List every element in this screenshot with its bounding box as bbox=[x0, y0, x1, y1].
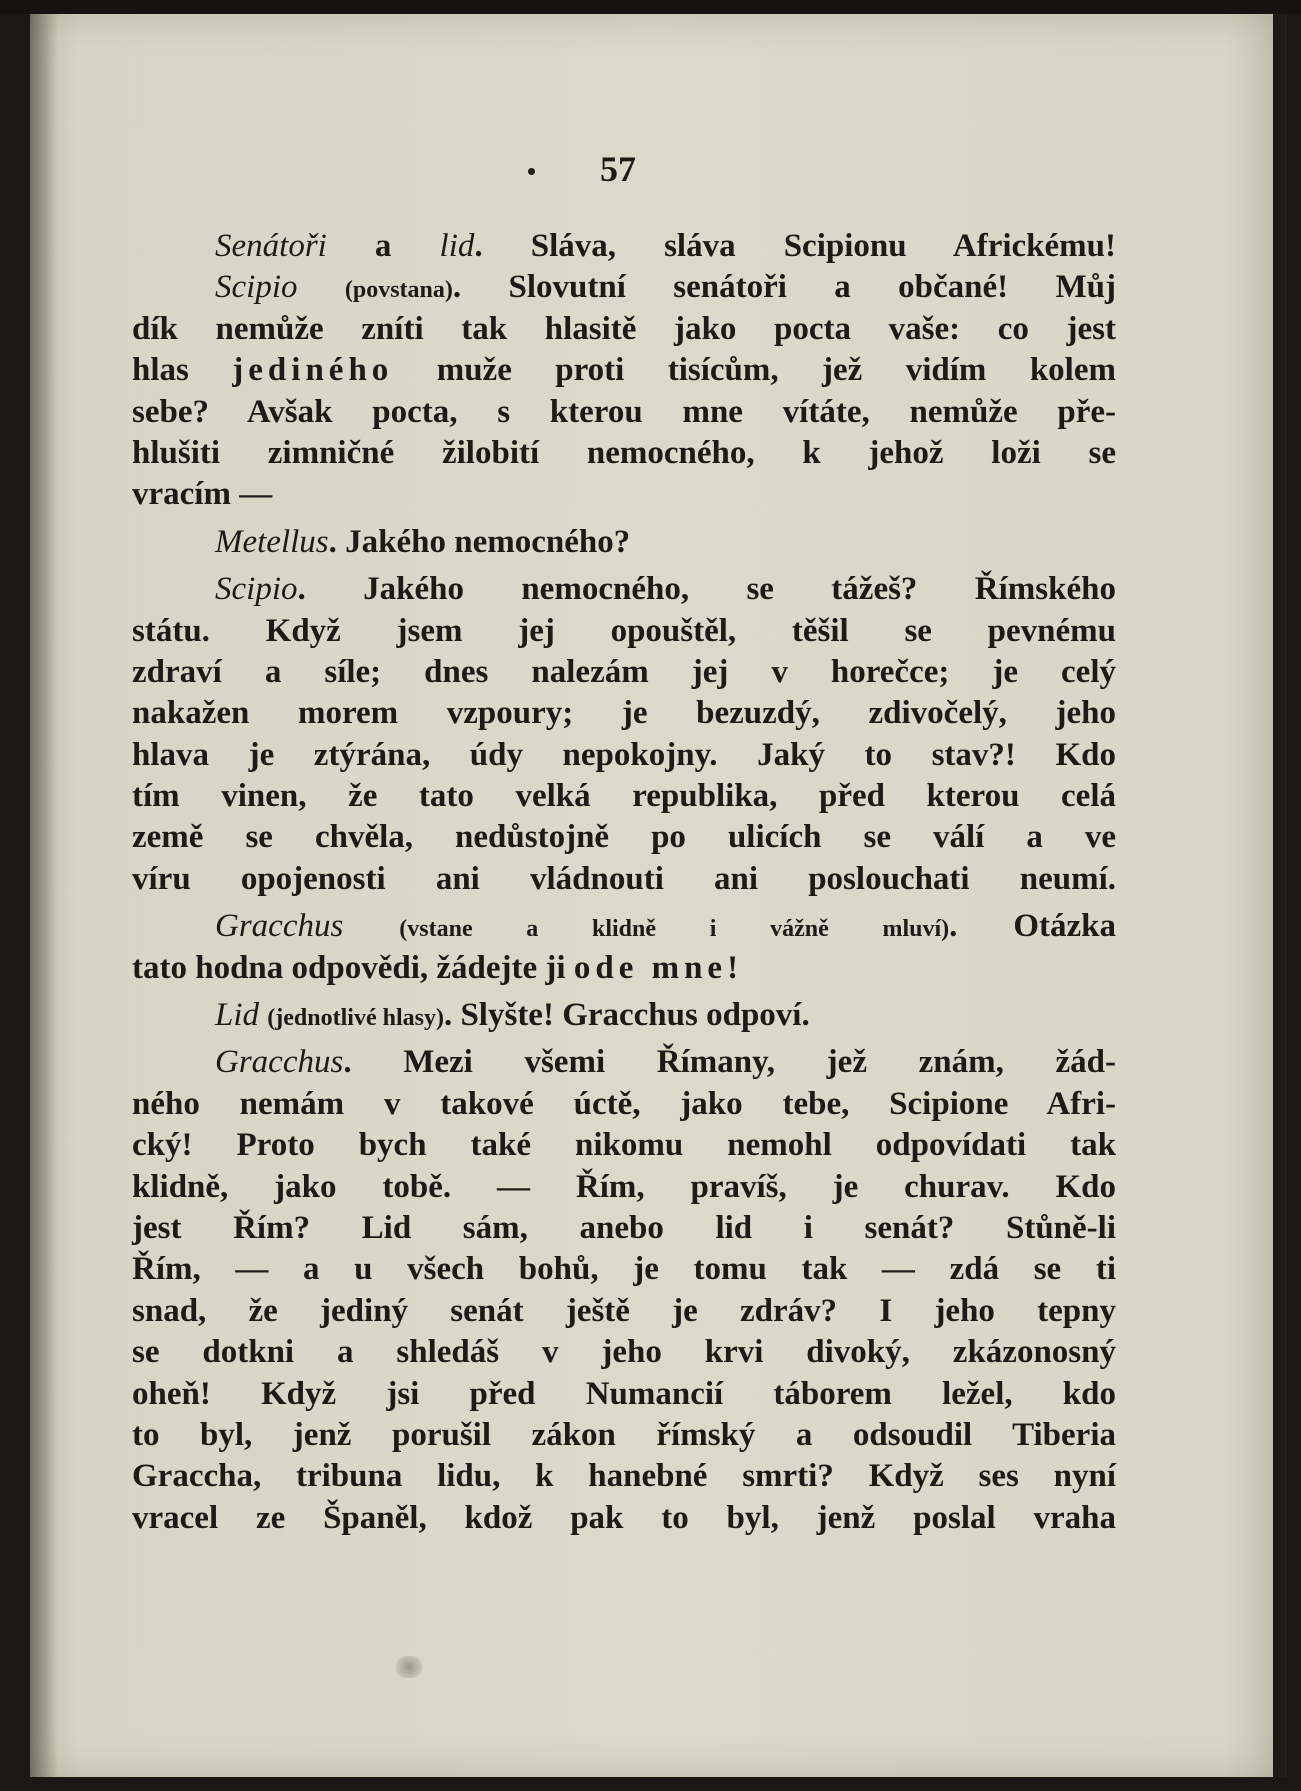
text-run: klidně, jako tobě. — Řím, pravíš, je churav. Kdo bbox=[132, 1168, 1116, 1205]
text-run: . Sláva, sláva Scipionu Africkému! bbox=[474, 228, 1116, 264]
text-run: hlušiti zimničné žilobití nemocného, k jehož loži se bbox=[132, 434, 1116, 471]
text-line bbox=[132, 1208, 1116, 1249]
text-run: jest Řím? Lid sám, anebo lid i senát? Stůně-li bbox=[132, 1209, 1116, 1246]
text-line bbox=[132, 522, 1116, 563]
text-run: ného nemám v takové úctě, jako tebe, Scipione Afri- bbox=[132, 1085, 1116, 1122]
speaker-name: Metellus bbox=[215, 523, 329, 560]
text-line bbox=[132, 1415, 1116, 1456]
text-run: . Otázka bbox=[949, 908, 1116, 945]
stage-direction: (vstane a klidně i vážně mluví) bbox=[399, 916, 950, 943]
spaced-emphasis: jediného bbox=[232, 352, 394, 389]
text-run: nakažen morem vzpoury; je bezuzdý, zdivočelý, jeho bbox=[132, 695, 1116, 732]
text-run: zdraví a síle; dnes nalezám jej v horečce; je celý bbox=[132, 653, 1116, 690]
text-run: muže proti tisícům, jež vidím kolem bbox=[393, 352, 1116, 389]
text-run: . Jakého nemocného, se tážeš? Římského bbox=[297, 571, 1116, 608]
text-run: cký! Proto bych také nikomu nemohl odpovídati tak bbox=[132, 1127, 1116, 1164]
text-line bbox=[132, 906, 1116, 947]
text-line bbox=[132, 1084, 1116, 1125]
text-line bbox=[132, 995, 1116, 1036]
text-run: tato hodna odpovědi, žádejte ji bbox=[132, 949, 574, 986]
text-run: dík nemůže zníti tak hlasitě jako pocta vaše: co jest bbox=[132, 310, 1116, 347]
text-run: to byl, jenž porušil zákon římský a odsoudil Tiberia bbox=[132, 1416, 1116, 1453]
text-run: Řím, — a u všech bohů, je tomu tak — zdá se ti bbox=[132, 1251, 1116, 1288]
text-line bbox=[132, 1042, 1116, 1083]
text-line bbox=[132, 1374, 1116, 1415]
text-run: . Slyšte! Gracchus odpoví. bbox=[443, 997, 810, 1034]
speaker-name: Scipio bbox=[215, 571, 298, 608]
text-line bbox=[132, 859, 1116, 900]
text-run: a bbox=[326, 228, 440, 264]
text-line bbox=[132, 474, 1116, 515]
text-run: se dotkni a shledáš v jeho krvi divoký, zkázonosný bbox=[132, 1334, 1116, 1371]
ink-smudge bbox=[396, 1656, 422, 1678]
text-run: ! bbox=[727, 949, 739, 986]
text-line bbox=[132, 735, 1116, 776]
text-run bbox=[343, 908, 399, 944]
text-run: hlas bbox=[132, 352, 233, 389]
text-run: vracím — bbox=[132, 476, 273, 513]
text-line bbox=[132, 776, 1116, 817]
page-number: 57 bbox=[600, 149, 636, 189]
speaker-name: Lid bbox=[215, 997, 260, 1034]
text-line bbox=[132, 1291, 1116, 1332]
text-line bbox=[132, 569, 1116, 610]
text-run: země se chvěla, nedůstojně po ulicích se válí a ve bbox=[132, 819, 1116, 856]
text-run: snad, že jediný senát ještě je zdráv? I jeho tepny bbox=[132, 1292, 1116, 1329]
text-line bbox=[132, 392, 1116, 433]
text-line bbox=[132, 309, 1116, 350]
text-line bbox=[132, 817, 1116, 858]
speaker-name: Gracchus bbox=[215, 908, 344, 945]
speaker-name: Gracchus bbox=[215, 1044, 344, 1081]
text-line bbox=[132, 1332, 1116, 1373]
text-line bbox=[132, 1249, 1116, 1290]
text-line bbox=[132, 652, 1116, 693]
text-run: Graccha, tribuna lidu, k hanebné smrti? Když ses nyní bbox=[132, 1458, 1116, 1495]
text-line bbox=[132, 1456, 1116, 1497]
text-run: víru opojenosti ani vládnouti ani poslouchati neumí. bbox=[132, 860, 1116, 897]
page-edge-shadow bbox=[1273, 14, 1287, 1777]
text-line bbox=[132, 693, 1116, 734]
text-run: . Slovutní senátoři a občané! Můj bbox=[452, 269, 1116, 306]
speaker-name: Senátoři bbox=[215, 228, 327, 264]
text-line bbox=[132, 1167, 1116, 1208]
text-line bbox=[132, 1498, 1116, 1539]
speaker-name: lid bbox=[439, 228, 475, 264]
text-line bbox=[132, 948, 1116, 989]
text-line bbox=[132, 1125, 1116, 1166]
page-number-dot bbox=[528, 168, 535, 175]
text-line bbox=[132, 267, 1116, 308]
body-text bbox=[132, 226, 1116, 1539]
text-run: sebe? Avšak pocta, s kterou mne vítáte, nemůže pře- bbox=[132, 393, 1116, 430]
text-run: tím vinen, že tato velká republika, před kterou celá bbox=[132, 778, 1116, 815]
text-run: . Mezi všemi Římany, jež znám, žád- bbox=[343, 1044, 1116, 1081]
text-run: oheň! Když jsi před Numancií táborem ležel, kdo bbox=[132, 1375, 1116, 1412]
stage-direction: (jednotlivé hlasy) bbox=[267, 1005, 444, 1032]
scan-top-border bbox=[0, 0, 1301, 14]
speaker-name: Scipio bbox=[215, 269, 298, 306]
binding-gutter-shadow bbox=[30, 14, 58, 1777]
text-run: vracel ze Španěl, kdož pak to byl, jenž poslal vraha bbox=[132, 1499, 1116, 1536]
text-line bbox=[132, 433, 1116, 474]
text-line bbox=[132, 350, 1116, 391]
text-run: státu. Když jsem jej opouštěl, těšil se pevnému bbox=[132, 612, 1116, 649]
stage-direction: (povstana) bbox=[344, 277, 453, 304]
text-line bbox=[132, 226, 1116, 267]
text-line bbox=[132, 611, 1116, 652]
text-run bbox=[297, 269, 344, 305]
spaced-emphasis: ode mne bbox=[573, 949, 728, 986]
text-run: . Jakého nemocného? bbox=[328, 523, 631, 560]
text-run: hlava je ztýrána, údy nepokojny. Jaký to stav?! Kdo bbox=[132, 736, 1116, 773]
